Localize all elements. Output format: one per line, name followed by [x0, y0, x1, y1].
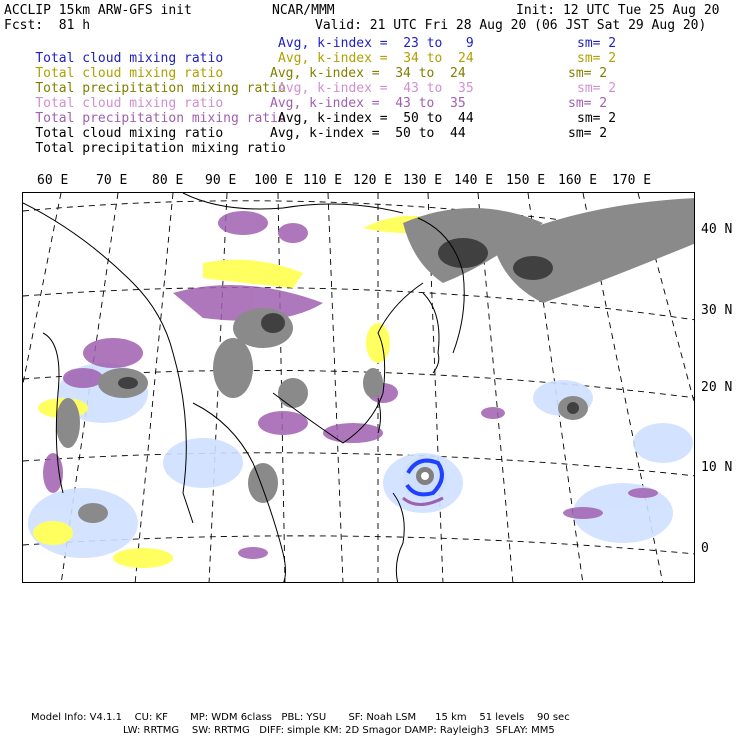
latitude-label: 20 N [701, 380, 733, 395]
field-avg: Avg, k-index = 23 to 9 [278, 36, 474, 51]
latitude-label: 0 [701, 541, 709, 556]
field-name: Total cloud mixing ratio [35, 126, 224, 141]
map-canvas [23, 193, 695, 583]
longitude-label: 80 E [152, 173, 184, 188]
longitude-label: 70 E [96, 173, 128, 188]
longitude-label: 60 E [37, 173, 69, 188]
latitude-label: 30 N [701, 303, 733, 318]
longitude-label: 100 E [254, 173, 294, 188]
model-info-line-2: LW: RRTMG SW: RRTMG DIFF: simple KM: 2D Smagor DAMP: Rayleigh3 SFLAY: MM5 [123, 725, 555, 736]
init-time: Init: 12 UTC Tue 25 Aug 20 [516, 3, 720, 18]
organization-label: NCAR/MMM [272, 3, 335, 18]
field-sm: sm= 2 [568, 66, 608, 81]
longitude-label: 120 E [353, 173, 393, 188]
field-avg: Avg, k-index = 34 to 24 [278, 51, 474, 66]
field-sm: sm= 2 [577, 51, 617, 66]
latitude-gridline-30n [23, 288, 695, 320]
longitude-label: 150 E [506, 173, 546, 188]
field-name: Total cloud mixing ratio [35, 96, 224, 111]
forecast-hour: Fcst: 81 h [4, 18, 91, 33]
field-avg: Avg, k-index = 34 to 24 [270, 66, 466, 81]
field-avg: Avg, k-index = 43 to 35 [278, 81, 474, 96]
map-panel [22, 192, 695, 583]
longitude-label: 160 E [558, 173, 598, 188]
longitude-label: 110 E [303, 173, 343, 188]
field-name: Total precipitation mixing ratio [35, 111, 286, 126]
field-sm: sm= 2 [577, 81, 617, 96]
field-line [4, 126, 286, 171]
model-title: ACCLIP 15km ARW-GFS init [4, 3, 192, 18]
field-avg: Avg, k-index = 50 to 44 [270, 126, 466, 141]
valid-time: Valid: 21 UTC Fri 28 Aug 20 (06 JST Sat 29 Aug 20) [315, 18, 707, 33]
field-sm: sm= 2 [568, 96, 608, 111]
longitude-label: 130 E [403, 173, 443, 188]
field-sm: sm= 2 [568, 126, 608, 141]
meridian-110e [328, 193, 343, 583]
field-name: Total precipitation mixing ratio [35, 81, 286, 96]
longitude-label: 90 E [205, 173, 237, 188]
field-avg: Avg, k-index = 43 to 35 [270, 96, 466, 111]
field-name: Total cloud mixing ratio [35, 66, 224, 81]
field-name: Total cloud mixing ratio [35, 51, 224, 66]
latitude-label: 40 N [701, 222, 733, 237]
latitude-label: 10 N [701, 460, 733, 475]
field-avg: Avg, k-index = 50 to 44 [278, 111, 474, 126]
field-name: Total precipitation mixing ratio [35, 141, 286, 156]
longitude-label: 140 E [454, 173, 494, 188]
longitude-label: 170 E [612, 173, 652, 188]
field-sm: sm= 2 [577, 111, 617, 126]
field-sm: sm= 2 [577, 36, 617, 51]
model-info-line-1: Model Info: V4.1.1 CU: KF MP: WDM 6class PBL: YSU SF: Noah LSM 15 km 51 levels 90 sec [31, 712, 570, 723]
latitude-gridline-10n [23, 453, 695, 476]
